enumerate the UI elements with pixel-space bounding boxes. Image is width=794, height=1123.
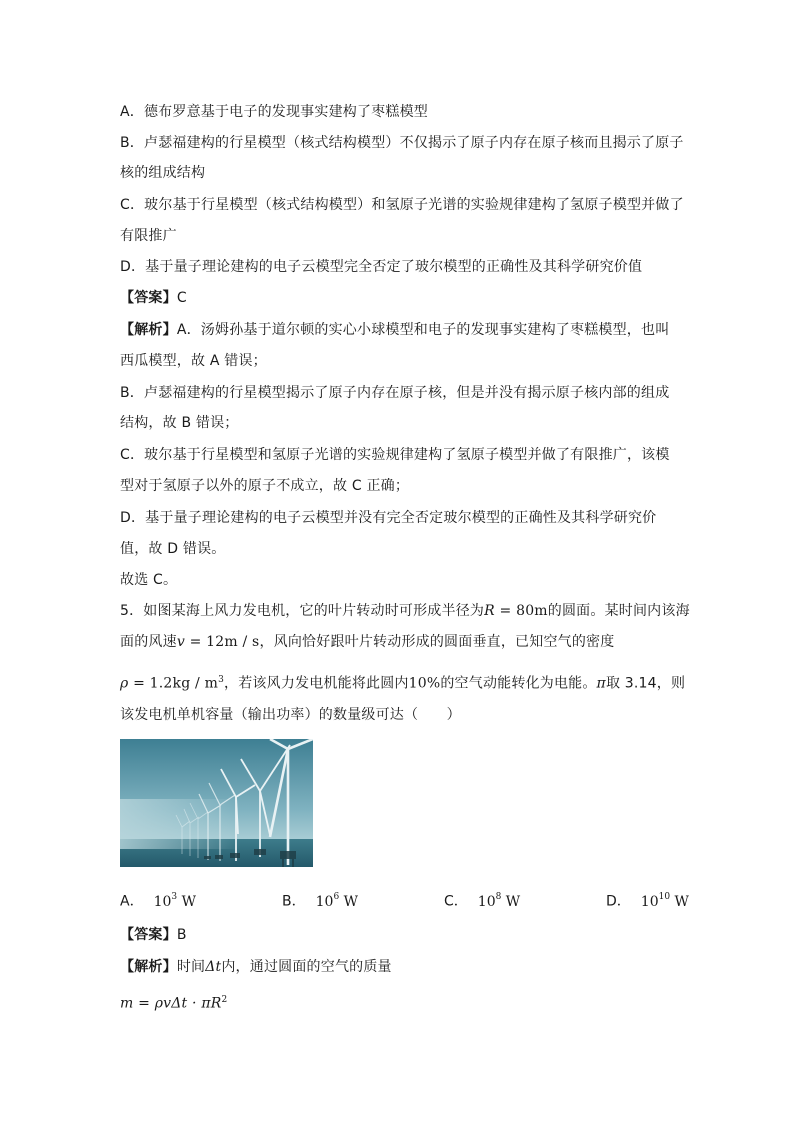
explanation-line5: C．玻尔基于行星模型和氢原子光谱的实验规律建构了氢原子模型并做了有限推广，该模 xyxy=(120,447,670,463)
explanation-line2: 西瓜模型，故 A 错误； xyxy=(120,353,267,369)
answer-value: B xyxy=(176,927,187,943)
option-unit: W xyxy=(177,893,196,910)
formula-text: m = ρvΔt · πR xyxy=(120,995,222,1012)
explanation-line4: 结构，故 B 错误； xyxy=(120,415,239,431)
question-5-line4: 该发电机单机容量（输出功率）的数量级可达（ ） xyxy=(120,707,461,723)
option-c-line1: C．玻尔基于行星模型（核式结构模型）和氢原子光谱的实验规律建构了氢原子模型并做了 xyxy=(120,197,684,213)
density-exponent: 3 xyxy=(218,675,225,685)
wind-turbine-photo xyxy=(120,739,313,867)
radius-value: = 80m xyxy=(494,603,548,619)
option-base: 10 xyxy=(640,893,659,910)
time-interval-symbol: Δt xyxy=(205,959,222,975)
explanation-line1 xyxy=(120,320,669,340)
option-b-choice[interactable] xyxy=(282,888,358,912)
answer-value: C xyxy=(176,290,187,306)
explanation-line7: D．基于量子理论建构的电子云模型并没有完全否定玻尔模型的正确性及其科学研究价 xyxy=(120,510,657,526)
explanation-line9: 故选 C。 xyxy=(120,572,178,588)
answer-label: 【答案】 xyxy=(120,927,177,943)
option-unit: W xyxy=(670,893,689,910)
option-letter: C． xyxy=(444,893,468,910)
question-5-line3 xyxy=(120,670,685,694)
option-a: A．德布罗意基于电子的发现事实建构了枣糕模型 xyxy=(120,104,428,120)
speed-value: = 12m / s xyxy=(184,634,260,650)
q5-text: 5．如图某海上风力发电机，它的叶片转动时可形成半径为 xyxy=(120,603,485,619)
option-b-line2: 核的组成结构 xyxy=(120,165,206,181)
option-exponent: 3 xyxy=(171,892,178,902)
option-exponent: 10 xyxy=(658,892,671,902)
pi-symbol: π xyxy=(596,675,606,692)
efficiency-value: 10% xyxy=(408,675,441,692)
q5-text: 的空气动能转化为电能。 xyxy=(440,675,597,692)
q5-text: 的圆面。某时间内该海 xyxy=(547,603,690,619)
explanation-line6: 型对于氢原子以外的原子不成立，故 C 正确； xyxy=(120,478,410,494)
option-unit: W xyxy=(339,893,359,910)
explanation-label: 【解析】 xyxy=(120,322,177,338)
option-base: 10 xyxy=(477,893,496,910)
explanation-text: 内，通过圆面的空气的质量 xyxy=(221,959,392,975)
option-base: 10 xyxy=(315,893,334,910)
option-letter: A． xyxy=(120,893,144,910)
explanation-text: A．汤姆孙基于道尔顿的实心小球模型和电子的发现事实建构了枣糕模型，也叫 xyxy=(176,322,670,338)
explanation-5-line1 xyxy=(120,957,392,977)
question-5-line1 xyxy=(120,601,690,621)
option-a-choice[interactable] xyxy=(120,888,196,912)
radius-symbol: R xyxy=(484,603,495,619)
answer-4 xyxy=(120,288,187,308)
option-unit: W xyxy=(501,893,521,910)
answer-5 xyxy=(120,925,187,945)
option-letter: B． xyxy=(282,893,306,910)
q5-text: ，若该风力发电机能将此圆内 xyxy=(224,675,409,692)
option-exponent: 6 xyxy=(333,892,340,902)
q5-text: 面的风速 xyxy=(120,634,177,650)
density-value: = 1.2kg / m xyxy=(128,675,219,692)
explanation-line3: B．卢瑟福建构的行星模型揭示了原子内存在原子核，但是并没有揭示原子核内部的组成 xyxy=(120,385,670,401)
mass-formula xyxy=(120,990,227,1014)
option-letter: D． xyxy=(606,893,631,910)
option-d-choice[interactable] xyxy=(606,888,689,912)
formula-exponent: 2 xyxy=(221,995,228,1005)
speed-symbol: v xyxy=(176,634,185,650)
option-base: 10 xyxy=(153,893,172,910)
option-d: D．基于量子理论建构的电子云模型完全否定了玻尔模型的正确性及其科学研究价值 xyxy=(120,259,643,275)
option-b-line1: B．卢瑟福建构的行星模型（核式结构模型）不仅揭示了原子内存在原子核而且揭示了原子 xyxy=(120,135,684,151)
option-c-choice[interactable] xyxy=(444,888,520,912)
option-exponent: 8 xyxy=(495,892,502,902)
explanation-text: 时间 xyxy=(176,959,206,975)
question-5-line2 xyxy=(120,632,614,652)
density-symbol: ρ xyxy=(120,675,129,692)
answer-label: 【答案】 xyxy=(120,290,177,306)
explanation-line8: 值，故 D 错误。 xyxy=(120,541,226,557)
q5-text: ，风向恰好跟叶片转动形成的圆面垂直，已知空气的密度 xyxy=(259,634,615,650)
q5-text: 取 3.14，则 xyxy=(605,675,686,692)
option-c-line2: 有限推广 xyxy=(120,228,177,244)
explanation-label: 【解析】 xyxy=(120,959,177,975)
